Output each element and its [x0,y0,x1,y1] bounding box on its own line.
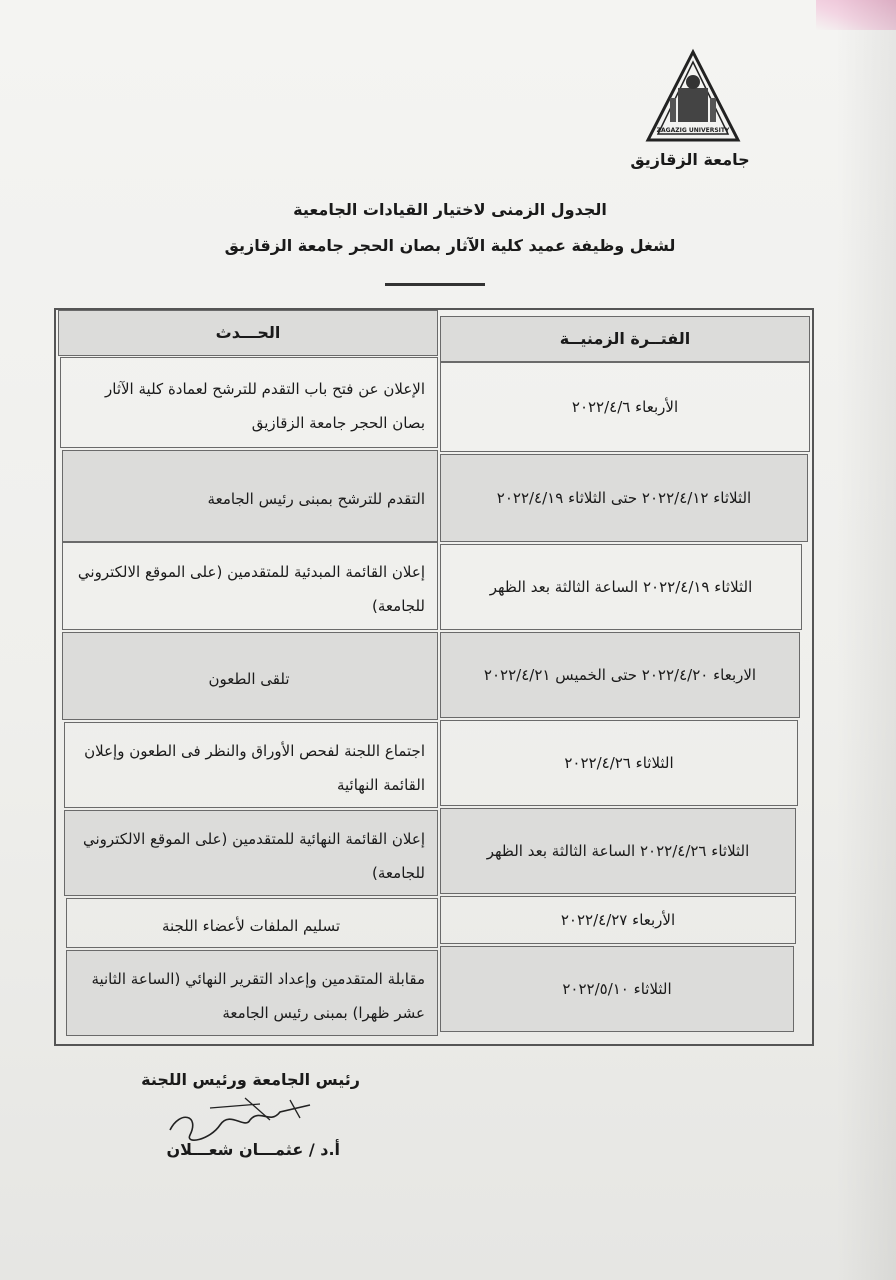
table-row-4-event: تلقى الطعون [62,632,438,720]
university-name: جامعة الزقازيق [630,150,750,169]
table-row-5-period: الثلاثاء ٢٠٢٢/٤/٢٦ [440,720,798,806]
signatory-name: أ.د / عثمـــان شعـــلان [166,1140,340,1159]
header-event: الحـــدث [58,310,438,356]
document-title: الجدول الزمنى لاختيار القيادات الجامعية [293,200,607,219]
table-row-7-event: تسليم الملفات لأعضاء اللجنة [66,898,438,948]
table-row-8-period: الثلاثاء ٢٠٢٢/٥/١٠ [440,946,794,1032]
page-edge-shadow [836,0,896,1280]
table-row-2-event: التقدم للترشح بمبنى رئيس الجامعة [62,450,438,542]
table-row-1-period: الأربعاء ٢٠٢٢/٤/٦ [440,362,810,452]
signatory-title: رئيس الجامعة ورئيس اللجنة [141,1070,360,1089]
document-subtitle: لشغل وظيفة عميد كلية الآثار بصان الحجر جامعة الزقازيق [224,236,676,255]
table-row-3-period: الثلاثاء ٢٠٢٢/٤/١٩ الساعة الثالثة بعد الظهر [440,544,802,630]
svg-text:ZAGAZIG UNIVERSITY: ZAGAZIG UNIVERSITY [656,127,730,134]
university-logo-icon [640,48,746,154]
table-row-1-event: الإعلان عن فتح باب التقدم للترشح لعمادة كلية الآثار بصان الحجر جامعة الزقازيق [60,357,438,448]
header-period: الفتــرة الزمنيــة [440,316,810,362]
table-row-3-event: إعلان القائمة المبدئية للمتقدمين (على الموقع الالكتروني للجامعة) [62,542,438,630]
title-underline [385,283,485,286]
table-row-6-period: الثلاثاء ٢٠٢٢/٤/٢٦ الساعة الثالثة بعد الظهر [440,808,796,894]
table-row-8-event: مقابلة المتقدمين وإعداد التقرير النهائي (الساعة الثانية عشر ظهرا) بمبنى رئيس الجامعة [66,950,438,1036]
table-row-5-event: اجتماع اللجنة لفحص الأوراق والنظر فى الطعون وإعلان القائمة النهائية [64,722,438,808]
table-row-7-period: الأربعاء ٢٠٢٢/٤/٢٧ [440,896,796,944]
table-row-2-period: الثلاثاء ٢٠٢٢/٤/١٢ حتى الثلاثاء ٢٠٢٢/٤/١٩ [440,454,808,542]
table-row-6-event: إعلان القائمة النهائية للمتقدمين (على الموقع الالكتروني للجامعة) [64,810,438,896]
table-row-4-period: الاربعاء ٢٠٢٢/٤/٢٠ حتى الخميس ٢٠٢٢/٤/٢١ [440,632,800,718]
